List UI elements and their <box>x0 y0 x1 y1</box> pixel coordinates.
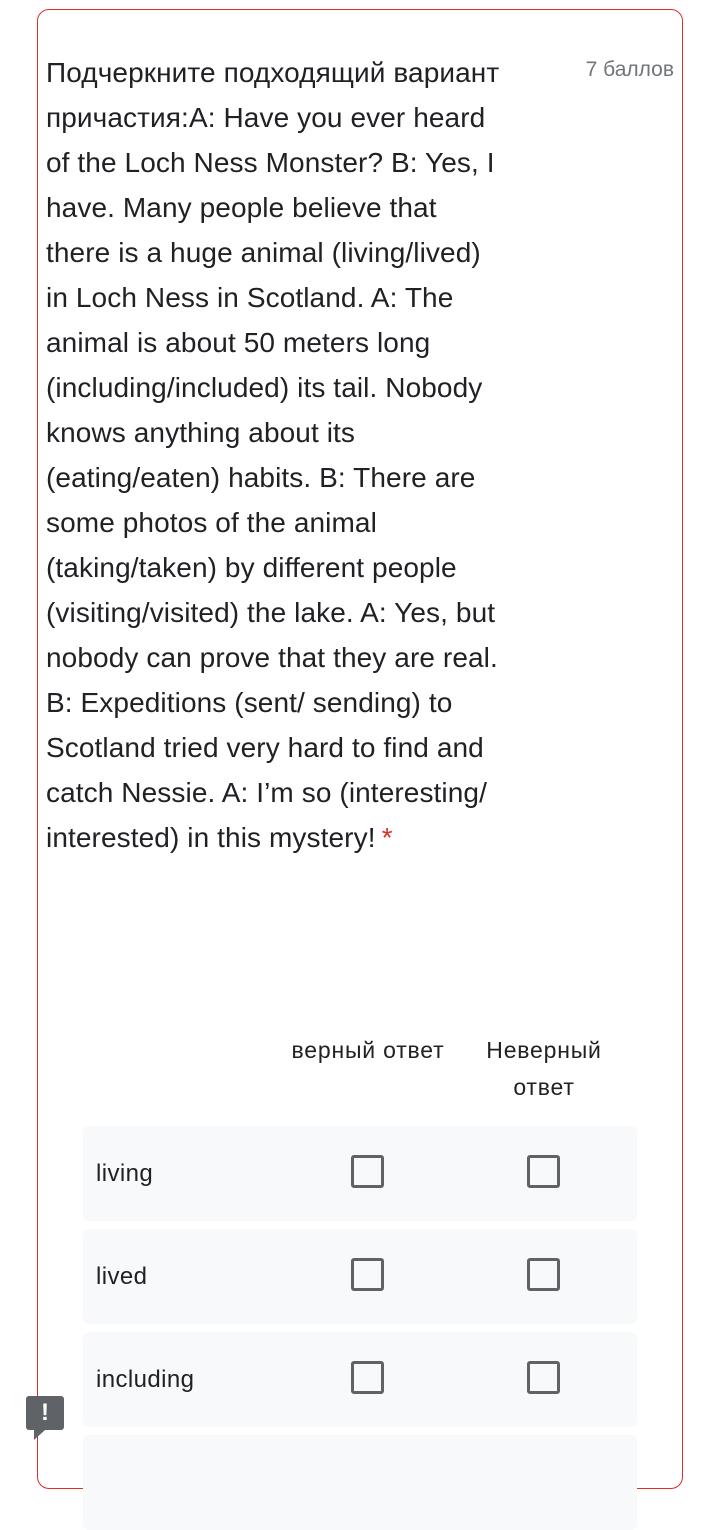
required-asterisk: * <box>381 822 393 853</box>
question-text: Подчеркните подходящий вариант причастия:A: Have you ever heard of the Loch Ness Monster? B: Yes, I have. Many people believe that there is a huge animal (living/lived) in Loch Ness in Scotland. A: The animal is about 50 meters long (including/included) its tail. Nobody knows anything about its (eating/eaten) habits. B: There are some photos of the animal (taking/taken) by different people (visiting/visited) the lake. A: Yes, but nobody can prove that they are real. B: Expeditions (sent/ sending) to Scotland tried very hard to find and catch Nessie. A: I’m so (interesting/ interested) in this mystery! <box>46 57 500 853</box>
row-label: living <box>96 1160 154 1187</box>
points-label: 7 баллов <box>585 58 674 81</box>
row-label: lived <box>96 1263 148 1290</box>
grid-row-lived <box>83 1229 637 1324</box>
row-label: including <box>96 1366 195 1393</box>
checkbox-correct[interactable] <box>351 1258 384 1291</box>
checkbox-incorrect[interactable] <box>527 1258 560 1291</box>
report-feedback-icon[interactable]: ! <box>26 1396 64 1430</box>
checkbox-incorrect[interactable] <box>527 1155 560 1188</box>
checkbox-correct[interactable] <box>351 1361 384 1394</box>
grid-row-partial <box>83 1435 637 1530</box>
column-header-incorrect: Неверный ответ <box>486 1037 602 1100</box>
question-text-block <box>46 50 501 860</box>
grid-row-including <box>83 1332 637 1427</box>
checkbox-incorrect[interactable] <box>527 1361 560 1394</box>
checkbox-correct[interactable] <box>351 1155 384 1188</box>
column-header-correct: верный ответ <box>291 1037 445 1063</box>
grid-row-living <box>83 1126 637 1221</box>
